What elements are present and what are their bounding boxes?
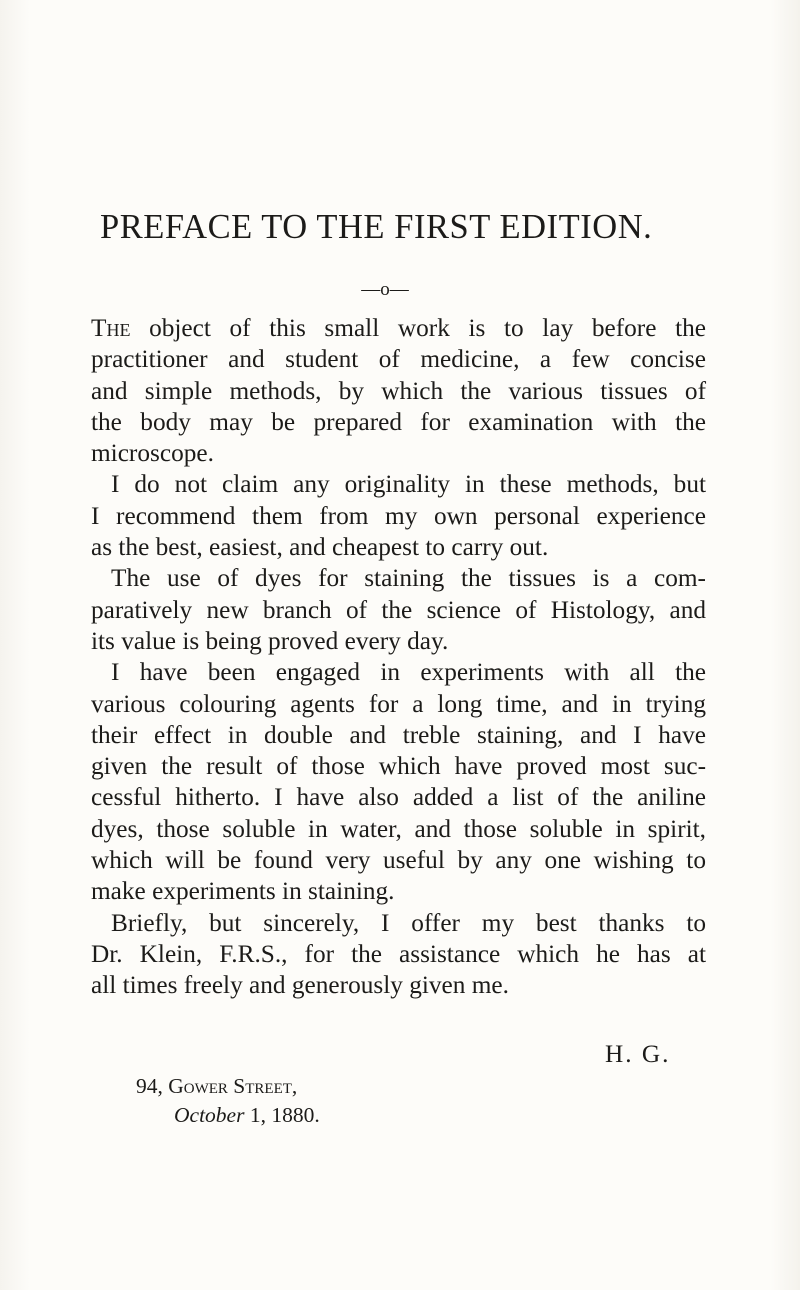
paragraph-line: given the result of those which have proved most suc- [91, 752, 706, 781]
paragraph-2 [91, 469, 706, 563]
paragraph-line: as the best, easiest, and cheapest to carry out. [91, 533, 549, 562]
paragraph-5 [91, 908, 706, 1002]
paragraph-line: The use of dyes for staining the tissues is a com- [111, 564, 706, 593]
paragraph-line: and simple methods, by which the various tissues of [91, 376, 706, 405]
paragraph-line: I do not claim any originality in these methods, but [111, 470, 706, 499]
paragraph-line: which will be found very useful by any one wishing to [91, 846, 706, 875]
paragraph-line: dyes, those soluble in water, and those soluble in spirit, [91, 814, 706, 843]
paragraph-3 [91, 563, 706, 657]
paragraph-line: the body may be prepared for examination with the [91, 407, 706, 436]
paragraph-line: practitioner and student of medicine, a few concise [91, 345, 706, 374]
paragraph-line: make experiments in staining. [91, 877, 395, 906]
preface-date [136, 1101, 320, 1130]
paragraph-line: Briefly, but sincerely, I offer my best thanks to [111, 908, 706, 937]
paragraph-line: microscope. [91, 439, 214, 468]
paragraph-line: various colouring agents for a long time, and in trying [91, 689, 706, 718]
paragraph-4 [91, 657, 706, 907]
paragraph-line: paratively new branch of the science of Histology, and [91, 595, 706, 624]
author-initials: H. G. [605, 1040, 671, 1068]
page-title: PREFACE TO THE FIRST EDITION. [100, 208, 653, 246]
date-month: October [174, 1103, 245, 1127]
address-block [136, 1072, 320, 1130]
title-divider: —o— [361, 279, 409, 300]
paragraph-line: its value is being proved every day. [91, 626, 449, 655]
paragraph-line: all times freely and generously given me. [91, 971, 509, 1000]
paragraph-1 [91, 313, 706, 469]
paragraph-line: The object of this small work is to lay before the [91, 314, 706, 342]
preface-body [91, 313, 706, 1002]
date-day-year: 1, 1880. [249, 1103, 320, 1127]
paragraph-line: Dr. Klein, F.R.S., for the assistance which he has at [91, 939, 706, 968]
opening-word: The [91, 314, 131, 342]
paragraph-line: cessful hitherto. I have also added a list of the aniline [91, 783, 706, 812]
paragraph-line: I have been engaged in experiments with all the [111, 658, 706, 687]
street-address: 94, Gower Street, [136, 1074, 298, 1098]
paragraph-line: their effect in double and treble staining, and I have [91, 720, 706, 749]
paragraph-line: I recommend them from my own personal experience [91, 501, 706, 530]
